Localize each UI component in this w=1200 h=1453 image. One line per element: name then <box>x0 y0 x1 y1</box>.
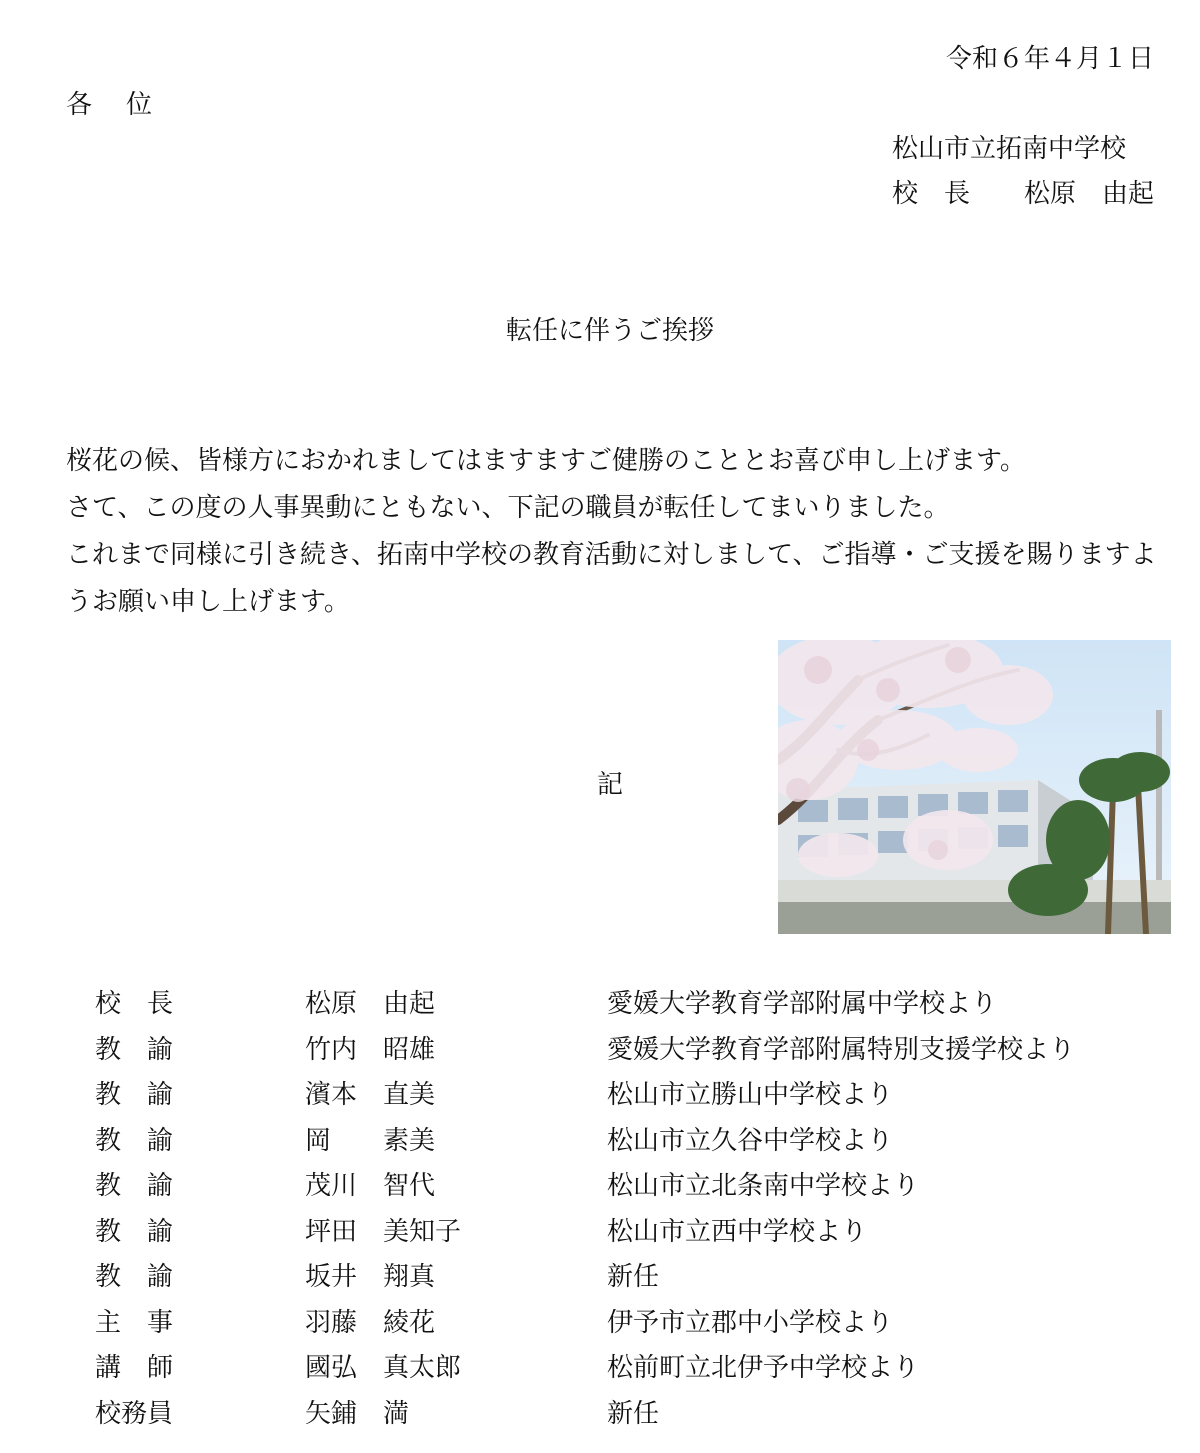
staff-row <box>95 1255 1195 1301</box>
staff-previous-post: 松山市立久谷中学校より <box>607 1125 894 1156</box>
staff-name: 竹内 昭雄 <box>305 1034 436 1065</box>
greeting-paragraph-3: これまで同様に引き続き、拓南中学校の教育活動に対しまして、ご指導・ご支援を賜りますようお願い申し上げます。 <box>66 540 1157 617</box>
staff-row <box>95 1210 1195 1256</box>
addressee: 各位 <box>66 90 187 120</box>
sender-school: 松山市立拓南中学校 <box>891 134 1126 164</box>
ki-heading: 記 <box>597 770 624 800</box>
staff-position: 教 諭 <box>95 1171 174 1201</box>
sender-principal <box>892 173 1154 210</box>
staff-position: 主 事 <box>95 1307 174 1338</box>
staff-name: 岡 素美 <box>305 1125 436 1156</box>
staff-name: 茂川 智代 <box>305 1171 436 1201</box>
staff-previous-post: 愛媛大学教育学部附属中学校より <box>607 989 998 1019</box>
sender-name: 松原 由起 <box>1023 179 1154 209</box>
staff-name: 松原 由起 <box>305 989 436 1019</box>
staff-row <box>95 1164 1195 1210</box>
staff-name: 國弘 真太郎 <box>305 1353 462 1383</box>
staff-position: 教 諭 <box>95 1080 174 1110</box>
greeting-body <box>34 438 1174 626</box>
staff-position: 教 諭 <box>95 1034 174 1065</box>
staff-row <box>95 1301 1195 1347</box>
staff-previous-post: 松山市立北条南中学校より <box>607 1171 920 1201</box>
staff-row <box>95 1346 1195 1392</box>
staff-row <box>95 1119 1195 1165</box>
staff-position: 講 師 <box>95 1353 174 1383</box>
staff-row <box>95 1392 1195 1438</box>
staff-previous-post: 愛媛大学教育学部附属特別支援学校より <box>607 1034 1076 1065</box>
staff-name: 矢鋪 満 <box>305 1398 410 1429</box>
staff-position: 教 諭 <box>95 1216 174 1247</box>
staff-row <box>95 1073 1195 1119</box>
staff-list <box>95 982 1195 1437</box>
staff-name: 坂井 翔真 <box>305 1262 436 1292</box>
staff-position: 教 諭 <box>95 1125 174 1156</box>
sender-title: 校長 <box>891 179 996 209</box>
greeting-paragraph-1: 桜花の候、皆様方におかれましてはますますご健勝のこととお喜び申し上げます。 <box>66 446 1026 476</box>
staff-previous-post: 松山市立勝山中学校より <box>607 1080 894 1110</box>
staff-previous-post: 松山市立西中学校より <box>607 1216 868 1247</box>
staff-name: 羽藤 綾花 <box>305 1307 436 1338</box>
staff-name: 坪田 美知子 <box>305 1216 462 1247</box>
staff-position: 校 長 <box>95 989 174 1019</box>
staff-position: 教 諭 <box>95 1262 174 1292</box>
staff-name: 濱本 直美 <box>305 1080 436 1110</box>
document-date: 令和６年４月１日 <box>945 44 1154 74</box>
staff-row <box>95 982 1195 1028</box>
staff-row <box>95 1028 1195 1074</box>
staff-previous-post: 伊予市立郡中小学校より <box>607 1307 894 1338</box>
greeting-paragraph-2: さて、この度の人事異動にともない、下記の職員が転任してまいりました。 <box>66 493 950 523</box>
school-cherry-blossom-photo <box>778 640 1171 934</box>
staff-position: 校務員 <box>95 1398 174 1429</box>
staff-previous-post: 松前町立北伊予中学校より <box>607 1353 920 1383</box>
document-title: 転任に伴うご挨拶 <box>505 316 714 346</box>
staff-previous-post: 新任 <box>607 1398 660 1429</box>
staff-previous-post: 新任 <box>607 1262 660 1292</box>
